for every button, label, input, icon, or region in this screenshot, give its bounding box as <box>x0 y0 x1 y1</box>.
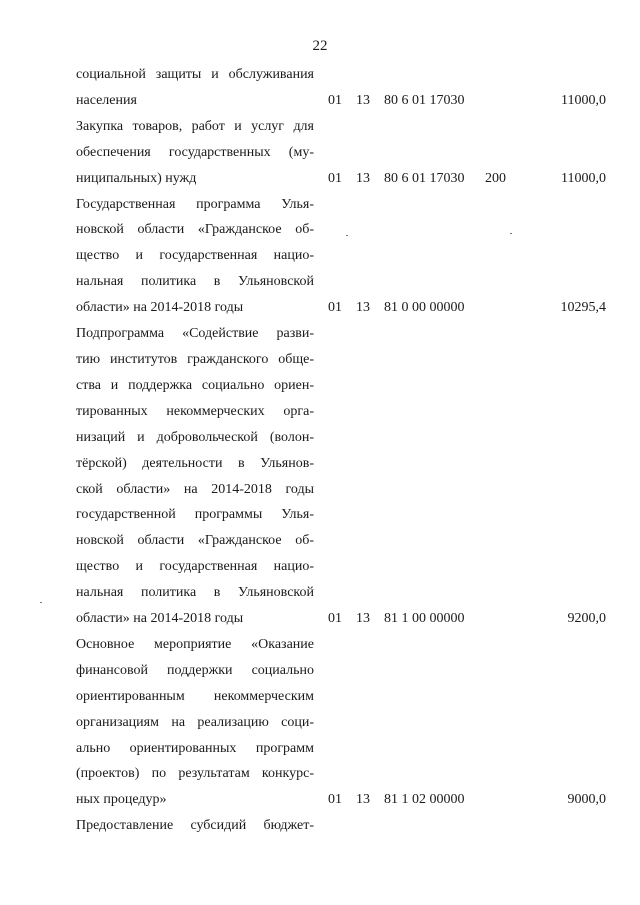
row-description <box>76 192 314 322</box>
section-code: 01 <box>328 792 342 808</box>
row-codes <box>328 295 606 321</box>
description-line: тию институтов гражданского обще- <box>76 351 314 367</box>
amount: 11000,0 <box>561 92 606 108</box>
description-line: (проектов) по результатам конкурс- <box>76 766 314 782</box>
page-number: 22 <box>312 38 328 54</box>
scan-speck <box>40 602 42 603</box>
budget-table <box>76 62 606 839</box>
amount: 9200,0 <box>567 611 606 627</box>
description-line: Закупка товаров, работ и услуг для <box>76 118 314 134</box>
description-line: ально ориентированных программ <box>76 740 314 756</box>
scan-speck <box>510 233 512 234</box>
subsection-code: 13 <box>356 92 370 108</box>
scan-speck <box>346 235 348 236</box>
amount: 11000,0 <box>561 170 606 186</box>
table-row <box>76 192 606 322</box>
description-line: ниципальных) нужд <box>76 170 197 186</box>
description-line: области» на 2014-2018 годы <box>76 300 244 316</box>
description-line: тёрской) деятельности в Ульянов- <box>76 455 314 471</box>
description-line: щество и государственная нацио- <box>76 559 314 575</box>
row-description <box>76 62 314 114</box>
amount: 10295,4 <box>560 300 606 316</box>
description-line: области» на 2014-2018 годы <box>76 611 244 627</box>
description-line: ориентированным некоммерческим <box>76 688 314 704</box>
table-row <box>76 114 606 192</box>
description-line: низаций и добровольческой (волон- <box>76 429 314 445</box>
row-description <box>76 321 314 632</box>
row-description <box>76 114 314 192</box>
description-line: социальной защиты и обслуживания <box>76 67 314 82</box>
subsection-code: 13 <box>356 792 370 808</box>
description-line: новской области «Гражданское об- <box>76 533 314 549</box>
table-row <box>76 813 606 839</box>
description-line: Государственная программа Улья- <box>76 196 314 212</box>
row-description <box>76 632 314 813</box>
row-codes <box>328 787 606 813</box>
target-article-code: 81 1 02 00000 <box>384 792 465 808</box>
table-row <box>76 62 606 114</box>
section-code: 01 <box>328 92 342 108</box>
description-line: организациям на реализацию соци- <box>76 714 314 730</box>
subsection-code: 13 <box>356 170 370 186</box>
target-article-code: 80 6 01 17030 <box>384 92 465 108</box>
subsection-code: 13 <box>356 611 370 627</box>
description-line: Основное мероприятие «Оказание <box>76 636 314 652</box>
section-code: 01 <box>328 611 342 627</box>
description-line: финансовой поддержки социально <box>76 662 314 678</box>
description-line: государственной программы Улья- <box>76 507 314 523</box>
row-codes <box>328 88 606 114</box>
expense-type-code: 200 <box>485 170 506 186</box>
description-line: новской области «Гражданское об- <box>76 222 314 238</box>
description-line: ской области» на 2014-2018 годы <box>76 481 314 497</box>
description-line: тированных некоммерческих орга- <box>76 403 314 419</box>
section-code: 01 <box>328 170 342 186</box>
subsection-code: 13 <box>356 300 370 316</box>
description-line: Подпрограмма «Содействие разви- <box>76 326 314 342</box>
amount: 9000,0 <box>567 792 606 808</box>
row-codes <box>328 166 606 192</box>
target-article-code: 80 6 01 17030 <box>384 170 465 186</box>
description-line: нальная политика в Ульяновской <box>76 585 314 601</box>
description-line: ства и поддержка социально ориен- <box>76 377 314 393</box>
description-line: обеспечения государственных (му- <box>76 144 314 160</box>
target-article-code: 81 0 00 00000 <box>384 300 465 316</box>
description-line: ных процедур» <box>76 792 167 808</box>
table-row <box>76 632 606 813</box>
target-article-code: 81 1 00 00000 <box>384 611 465 627</box>
description-line: щество и государственная нацио- <box>76 248 314 264</box>
description-line: нальная политика в Ульяновской <box>76 274 314 290</box>
row-codes <box>328 606 606 632</box>
description-line: населения <box>76 92 137 108</box>
row-description <box>76 813 314 839</box>
description-line: Предоставление субсидий бюджет- <box>76 818 314 834</box>
section-code: 01 <box>328 300 342 316</box>
table-row <box>76 321 606 632</box>
